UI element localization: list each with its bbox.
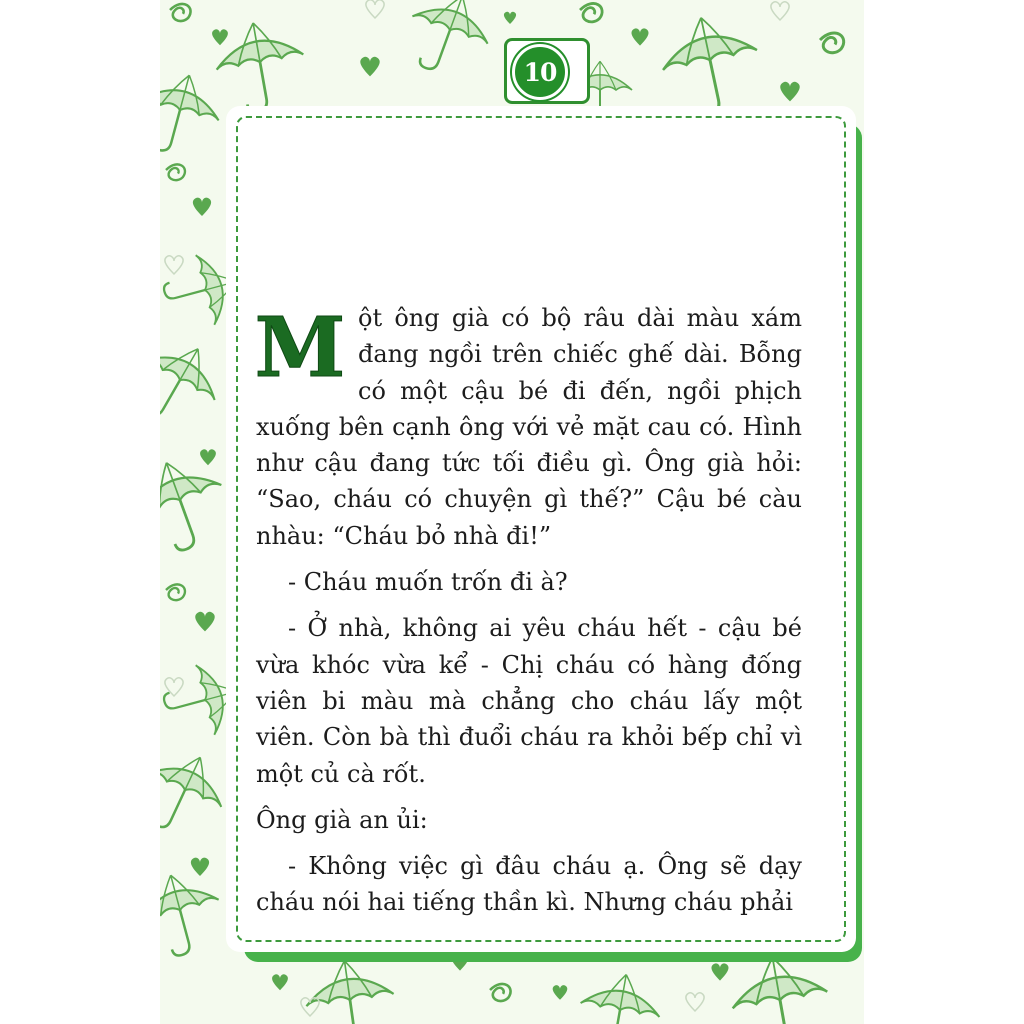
swirl-icon xyxy=(820,33,844,53)
umbrella-icon xyxy=(160,740,236,846)
umbrella-icon xyxy=(573,968,666,1024)
swirl-icon xyxy=(580,3,602,21)
heart-icon xyxy=(711,963,728,980)
story-paragraph: - Cháu muốn trốn đi à? xyxy=(288,568,568,597)
story-paragraph: - Không việc gì đâu cháu ạ. Ông sẽ dạy cháu nói hai tiếng thần kì. Nhưng cháu phải xyxy=(256,852,802,917)
umbrella-icon xyxy=(654,8,768,122)
swirl-icon xyxy=(490,984,511,1001)
swirl-icon xyxy=(170,4,191,21)
umbrella-icon xyxy=(301,955,400,1024)
heart-icon xyxy=(191,858,209,876)
heart-icon xyxy=(553,985,568,1000)
story-paragraph: - Ở nhà, không ai yêu cháu hết - cậu bé vừa khóc vừa kể - Chị cháu có hàng đống viên bi màu mà chẳng cho cháu lấy một viên. Còn bà thì đuổi cháu ra khỏi bếp chỉ vì một củ cà rốt. xyxy=(256,614,802,788)
heart-icon xyxy=(165,256,183,274)
drop-cap-letter xyxy=(250,304,350,390)
heart-icon xyxy=(780,82,799,102)
heart-icon xyxy=(771,2,789,20)
swirl-icon xyxy=(166,164,185,180)
umbrella-icon xyxy=(160,865,230,963)
heart-icon xyxy=(360,57,379,77)
story-text xyxy=(256,300,802,931)
heart-icon xyxy=(686,993,704,1011)
swirl-icon xyxy=(166,584,185,600)
svg-text:M: M xyxy=(254,304,346,390)
heart-icon xyxy=(193,198,211,216)
umbrella-icon xyxy=(160,65,228,163)
heart-icon xyxy=(195,612,214,632)
heart-icon xyxy=(504,12,516,24)
umbrella-icon xyxy=(397,0,500,85)
heart-icon xyxy=(200,449,216,465)
story-paragraph: Ông già an ủi: xyxy=(256,805,428,834)
heart-icon xyxy=(272,974,288,990)
story-paragraph xyxy=(256,300,802,554)
heart-icon xyxy=(366,0,384,18)
heart-icon xyxy=(212,29,228,45)
umbrella-icon xyxy=(160,329,233,438)
page-number-badge: 10 xyxy=(512,44,568,100)
heart-icon xyxy=(631,28,648,45)
story-paragraph-text: ột ông già có bộ râu dài màu xám đang ngồi trên chiếc ghế dài. Bỗng có một cậu bé đi đến, ngồi phịch xuống bên cạnh ông với vẻ mặt cau có. Hình như cậu đang tức tối điều gì. Ông già hỏi: “Sao, cháu có chuyện gì thế?” Cậu bé càu nhàu: “Cháu bỏ nhà đi!” xyxy=(256,304,802,550)
